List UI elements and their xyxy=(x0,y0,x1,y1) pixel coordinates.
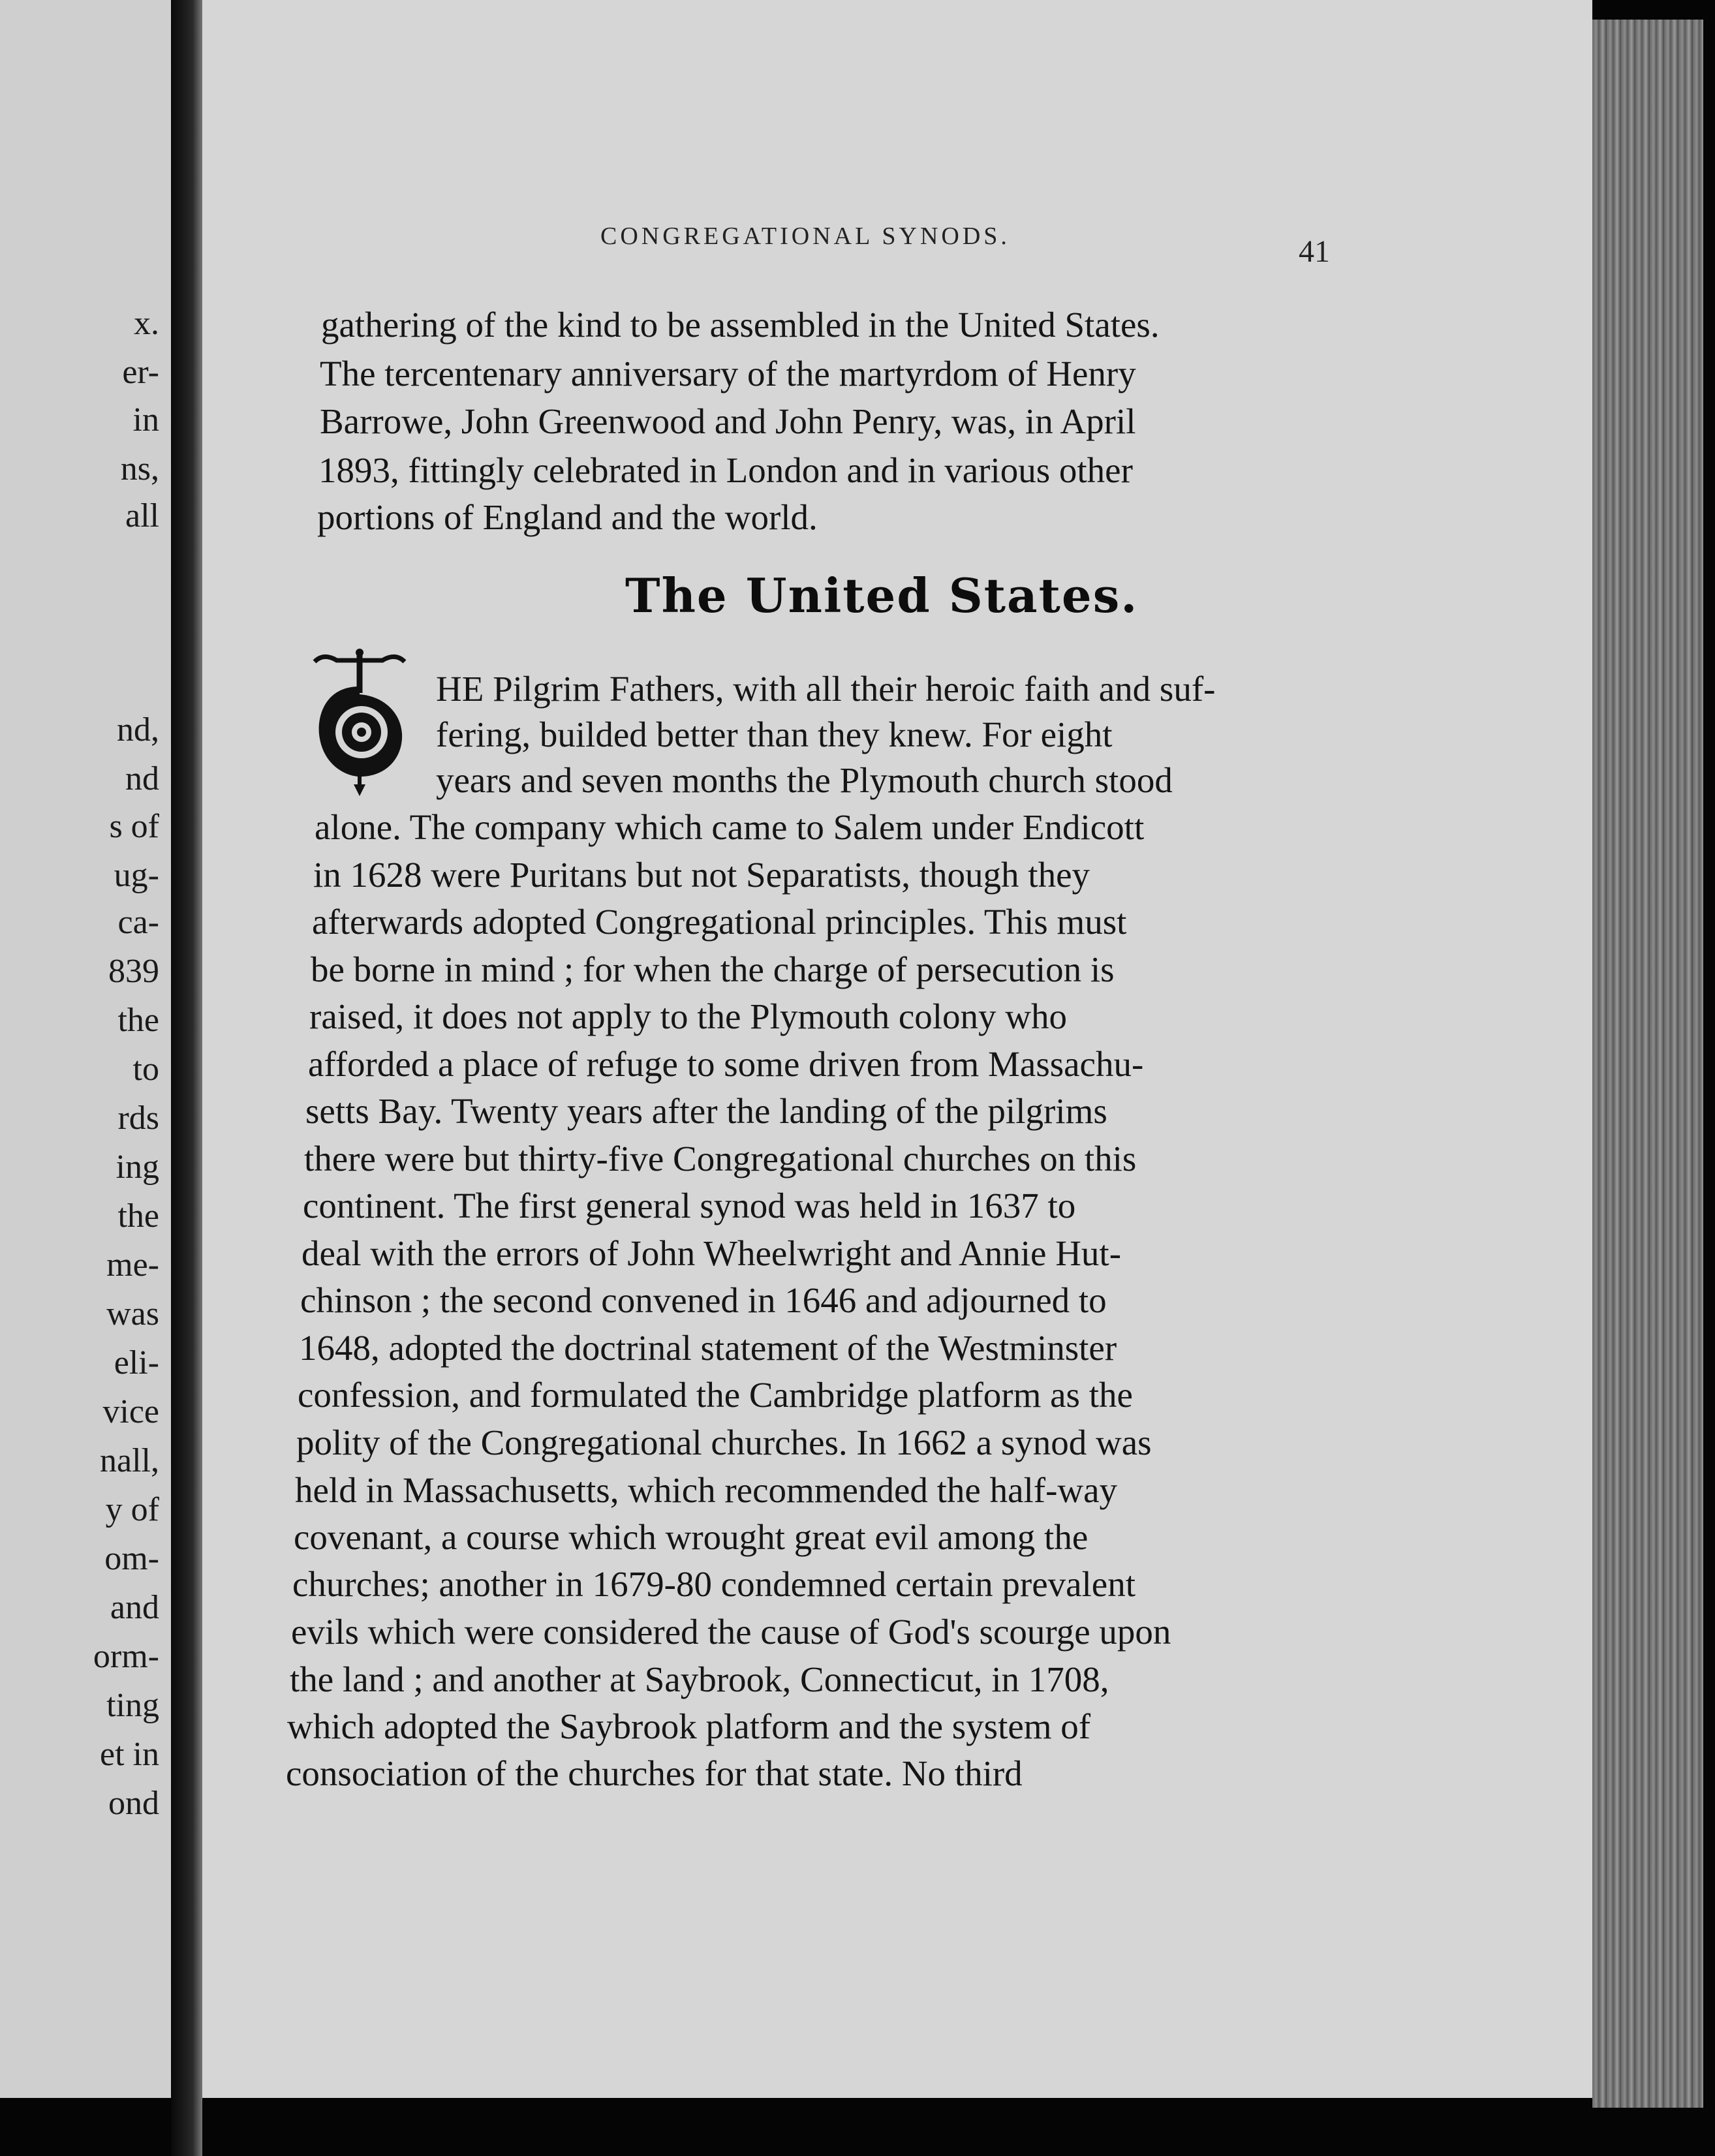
left-page-fragment: in xyxy=(132,401,159,439)
text-line: 1648, adopted the doctrinal statement of the Westminster xyxy=(299,1328,1117,1368)
text-line: afforded a place of refuge to some driven from Massachu- xyxy=(308,1044,1144,1084)
left-page-fragment: the xyxy=(117,1002,159,1039)
text-line: deal with the errors of John Wheelwright and Annie Hut- xyxy=(301,1233,1122,1273)
text-line: alone. The company which came to Salem under Endicott xyxy=(315,807,1145,847)
text-line: setts Bay. Twenty years after the landing of the pilgrims xyxy=(305,1091,1107,1131)
left-page-fragment: er- xyxy=(122,354,159,391)
page-edges xyxy=(1592,20,1703,2108)
left-page-fragment: nd, xyxy=(117,711,159,748)
left-page-fragment: nd xyxy=(125,760,159,797)
left-page-fragment: ns, xyxy=(120,450,159,487)
text-line: gathering of the kind to be assembled in the United States. xyxy=(321,305,1160,345)
text-line: years and seven months the Plymouth church stood xyxy=(436,760,1173,800)
text-line: fering, builded better than they knew. For eight xyxy=(436,715,1113,754)
text-line: raised, it does not apply to the Plymouth colony who xyxy=(309,996,1067,1036)
text-line: be borne in mind ; for when the charge of persecution is xyxy=(311,949,1115,989)
previous-page-fragment xyxy=(0,0,171,2098)
text-line: chinson ; the second convened in 1646 and adjourned to xyxy=(300,1280,1107,1320)
section-heading: The United States. xyxy=(625,568,1139,623)
left-page-fragment: me- xyxy=(106,1246,159,1284)
text-line: Barrowe, John Greenwood and John Penry, was, in April xyxy=(320,401,1136,441)
left-page-fragment: to xyxy=(132,1051,159,1088)
text-line: which adopted the Saybrook platform and the system of xyxy=(287,1706,1091,1746)
left-page-fragment: nall, xyxy=(100,1442,159,1479)
page-gutter xyxy=(171,0,202,2156)
left-page-fragment: all xyxy=(125,497,159,534)
text-line: polity of the Congregational churches. In 1662 a synod was xyxy=(296,1423,1152,1462)
left-page-fragment: was xyxy=(106,1295,159,1332)
text-line: there were but thirty-five Congregational churches on this xyxy=(304,1139,1137,1178)
left-page-fragment: orm- xyxy=(93,1638,159,1675)
left-page-fragment: ting xyxy=(106,1687,159,1724)
drop-cap-t xyxy=(311,647,409,797)
left-page-fragment: om- xyxy=(104,1540,159,1577)
left-page-fragment: s of xyxy=(109,808,159,845)
text-line: HE Pilgrim Fathers, with all their heroic faith and suf- xyxy=(436,669,1216,709)
text-line: held in Massachusetts, which recommended the half-way xyxy=(295,1470,1118,1510)
text-line: evils which were considered the cause of God's scourge upon xyxy=(291,1612,1171,1652)
left-page-fragment: 839 xyxy=(108,953,159,990)
left-page-fragment: ing xyxy=(116,1148,159,1186)
left-page-fragment: et in xyxy=(100,1736,159,1773)
left-page-fragment: y of xyxy=(105,1491,159,1528)
left-page-fragment: ca- xyxy=(117,904,159,941)
text-line: 1893, fittingly celebrated in London and in various other xyxy=(318,450,1133,490)
text-line: The tercentenary anniversary of the martyrdom of Henry xyxy=(320,354,1136,393)
text-line: confession, and formulated the Cambridge platform as the xyxy=(298,1375,1133,1415)
left-page-fragment: and xyxy=(110,1589,159,1626)
running-head: CONGREGATIONAL SYNODS. xyxy=(600,223,1010,250)
left-page-fragment: x. xyxy=(134,305,159,342)
text-line: covenant, a course which wrought great evil among the xyxy=(294,1517,1089,1557)
left-page-fragment: ug- xyxy=(114,857,159,894)
text-line: portions of England and the world. xyxy=(317,497,818,537)
left-page-fragment: rds xyxy=(117,1100,159,1137)
text-line: in 1628 were Puritans but not Separatists, though they xyxy=(313,855,1090,895)
text-line: consociation of the churches for that state. No third xyxy=(286,1753,1023,1793)
page-number: 41 xyxy=(1299,234,1330,269)
text-line: the land ; and another at Saybrook, Connecticut, in 1708, xyxy=(290,1659,1109,1699)
left-page-fragment: eli- xyxy=(114,1344,159,1381)
left-page-fragment: vice xyxy=(102,1393,159,1430)
text-line: churches; another in 1679-80 condemned certain prevalent xyxy=(292,1564,1136,1604)
text-line: continent. The first general synod was held in 1637 to xyxy=(303,1186,1076,1225)
left-page-fragment: the xyxy=(117,1197,159,1235)
left-page-fragment: ond xyxy=(108,1785,159,1822)
text-line: afterwards adopted Congregational principles. This must xyxy=(312,902,1127,942)
